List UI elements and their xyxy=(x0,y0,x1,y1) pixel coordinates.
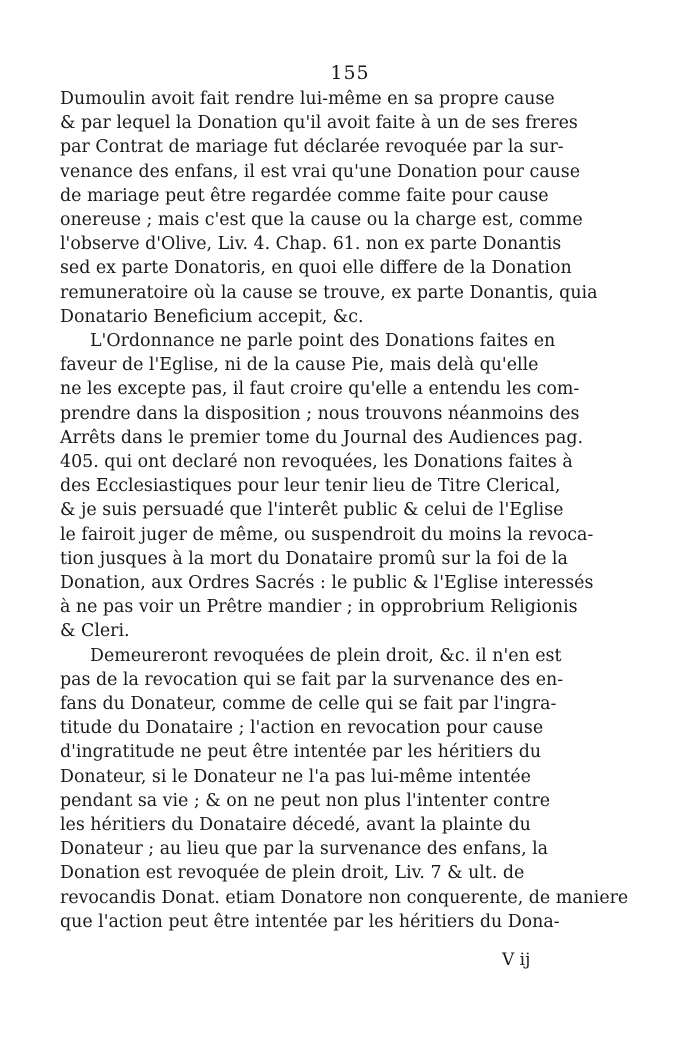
text-line: & Cleri. xyxy=(60,621,130,642)
text-line: les héritiers du Donataire décedé, avant la plainte du xyxy=(60,815,531,835)
text-line: sed ex parte Donatoris, en quoi elle differe de la Donation xyxy=(60,258,572,279)
text-line: Arrêts dans le premier tome du Journal des Audiences pag. xyxy=(60,427,584,448)
text-line: & je suis persuadé que l'interêt public & celui de l'Eglise xyxy=(60,500,564,521)
text-line: Donateur, si le Donateur ne l'a pas lui-même intentée xyxy=(60,766,531,787)
signature-mark: V ij xyxy=(502,950,531,970)
text-line: revocandis Donat. etiam Donatore non conquerente, de maniere xyxy=(60,887,629,908)
text-line: par Contrat de mariage fut déclarée revoquée par la sur- xyxy=(60,137,564,158)
text-line: titude du Donataire ; l'action en revocation pour cause xyxy=(60,718,544,739)
text-line: L'Ordonnance ne parle point des Donations faites en xyxy=(90,331,556,351)
text-line: Donation, aux Ordres Sacrés : le public & l'Eglise interessés xyxy=(60,573,594,593)
text-line: fans du Donateur, comme de celle qui se fait par l'ingra- xyxy=(60,694,557,714)
text-line: ne les excepte pas, il faut croire qu'elle a entendu les com- xyxy=(60,379,580,400)
text-line: l'observe d'Olive, Liv. 4. Chap. 61. non ex parte Donantis xyxy=(60,234,562,255)
text-line: Donation est revoquée de plein droit, Liv. 7 & ult. de xyxy=(60,863,525,884)
text-line: venance des enfans, il est vrai qu'une Donation pour cause xyxy=(60,161,581,182)
text-line: à ne pas voir un Prêtre mandier ; in opprobrium Religionis xyxy=(60,597,578,618)
page-number: 155 xyxy=(330,62,370,84)
text-line: des Ecclesiastiques pour leur tenir lieu de Titre Clerical, xyxy=(60,476,561,497)
text-line: Donateur ; au lieu que par la survenance des enfans, la xyxy=(60,839,549,860)
text-line: Dumoulin avoit fait rendre lui-même en sa propre cause xyxy=(60,89,555,109)
text-line: de mariage peut être regardée comme faite pour cause xyxy=(60,185,549,206)
text-line: Demeureront revoquées de plein droit, &c. il n'en est xyxy=(90,645,562,666)
text-line: Donatario Beneficium accepit, &c. xyxy=(60,306,364,327)
text-line: 405. qui ont declaré non revoquées, les Donations faites à xyxy=(60,452,573,472)
text-line: remuneratoire où la cause se trouve, ex parte Donantis, quia xyxy=(60,282,598,303)
text-line: prendre dans la disposition ; nous trouvons néanmoins des xyxy=(60,403,580,424)
text-line: pas de la revocation qui se fait par la survenance des en- xyxy=(60,669,564,690)
text-line: pendant sa vie ; & on ne peut non plus l'intenter contre xyxy=(60,790,551,811)
text-line: tion jusques à la mort du Donataire promû sur la foi de la xyxy=(60,548,568,569)
text-line: faveur de l'Eglise, ni de la cause Pie, mais delà qu'elle xyxy=(60,355,539,376)
text-line: le fairoit juger de même, ou suspendroit du moins la revoca- xyxy=(60,524,594,545)
text-line: d'ingratitude ne peut être intentée par les héritiers du xyxy=(60,742,542,763)
text-line: onereuse ; mais c'est que la cause ou la charge est, comme xyxy=(60,210,583,230)
text-line: que l'action peut être intentée par les héritiers du Dona- xyxy=(60,911,560,932)
text-line: & par lequel la Donation qu'il avoit faite à un de ses freres xyxy=(60,113,578,134)
